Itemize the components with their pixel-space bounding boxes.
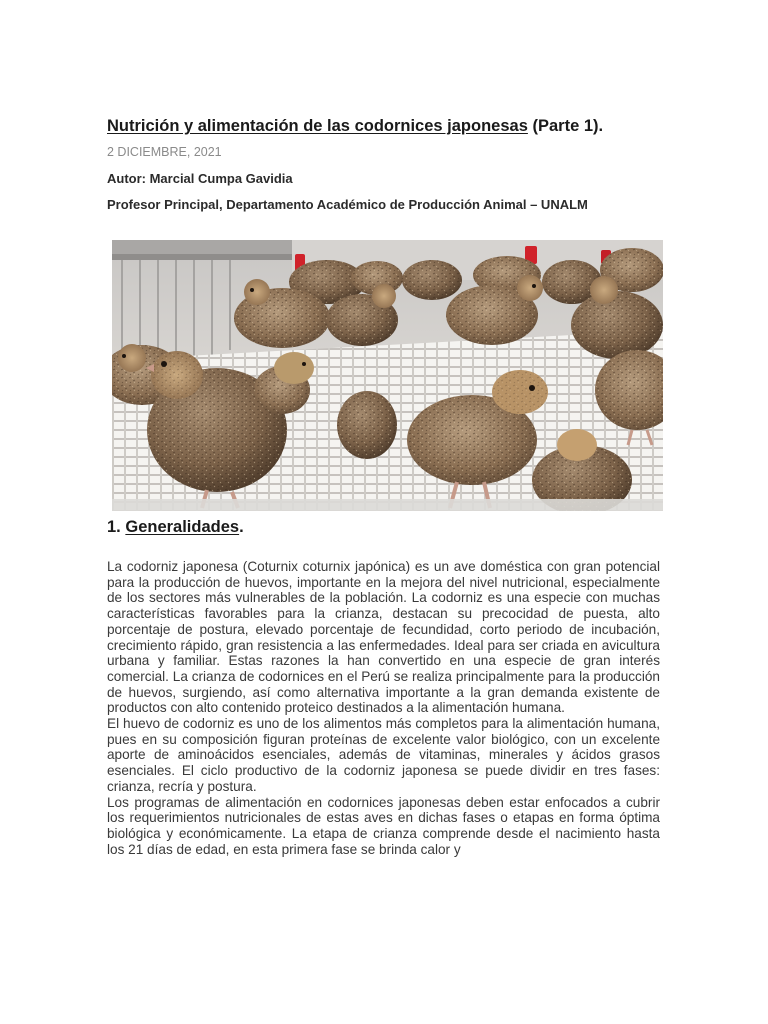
article-date: 2 DICIEMBRE, 2021 (107, 145, 222, 159)
paragraph: El huevo de codorniz es uno de los alimentos más completos para la alimentación humana, pues en su composición figuran proteínas de excelente valor biológico, con un excelente aporte de aminoácidos esenciales, además de vitaminas, minerales y ácidos grasos esenciales. El ciclo productivo de la codorniz japonesa se puede dividir en tres fases: crianza, recría y postura. (107, 716, 660, 794)
paragraph: La codorniz japonesa (Coturnix coturnix japónica) es un ave doméstica con gran potencial para la producción de huevos, importante en la mejora del nivel nutricional, especialmente de los sectores más vulnerables de la población. La codorniz es una especie con muchas características favorables para la crianza, destacan su precocidad de puesta, alto porcentaje de postura, elevado porcentaje de fecundidad, corto periodo de incubación, crecimiento rápido, gran resistencia a las enfermedades. Ideal para ser criada en avicultura urbana y familiar. Estas razones la han convertido en una especie de gran interés comercial. La crianza de codornices en el Perú se realiza principalmente para la producción de huevos, surgiendo, así como alternativa importante a la gran demanda existente de productos con alto contenido proteico destinados a la alimentación humana. (107, 559, 660, 716)
section-title-end: . (239, 518, 244, 536)
article-title-suffix: (Parte 1). (527, 117, 604, 135)
article-author: Autor: Marcial Cumpa Gavidia (107, 171, 293, 186)
article-title (107, 117, 667, 136)
section-number: 1. (107, 518, 126, 536)
section-heading (107, 518, 244, 537)
quail-photo (112, 240, 663, 511)
article-title-link[interactable]: Nutrición y alimentación de las codornices japonesas (107, 117, 528, 135)
article-body (107, 559, 660, 857)
paragraph: Los programas de alimentación en codornices japonesas deben estar enfocados a cubrir los requerimientos nutricionales de estas aves en dichas fases o etapas en forma óptima biológica y económicamente. La etapa de crianza comprende desde el nacimiento hasta los 21 días de edad, en esta primera fase se brinda calor y (107, 794, 660, 857)
section-title-link[interactable]: Generalidades (125, 518, 240, 536)
author-affiliation: Profesor Principal, Departamento Académico de Producción Animal – UNALM (107, 197, 588, 212)
